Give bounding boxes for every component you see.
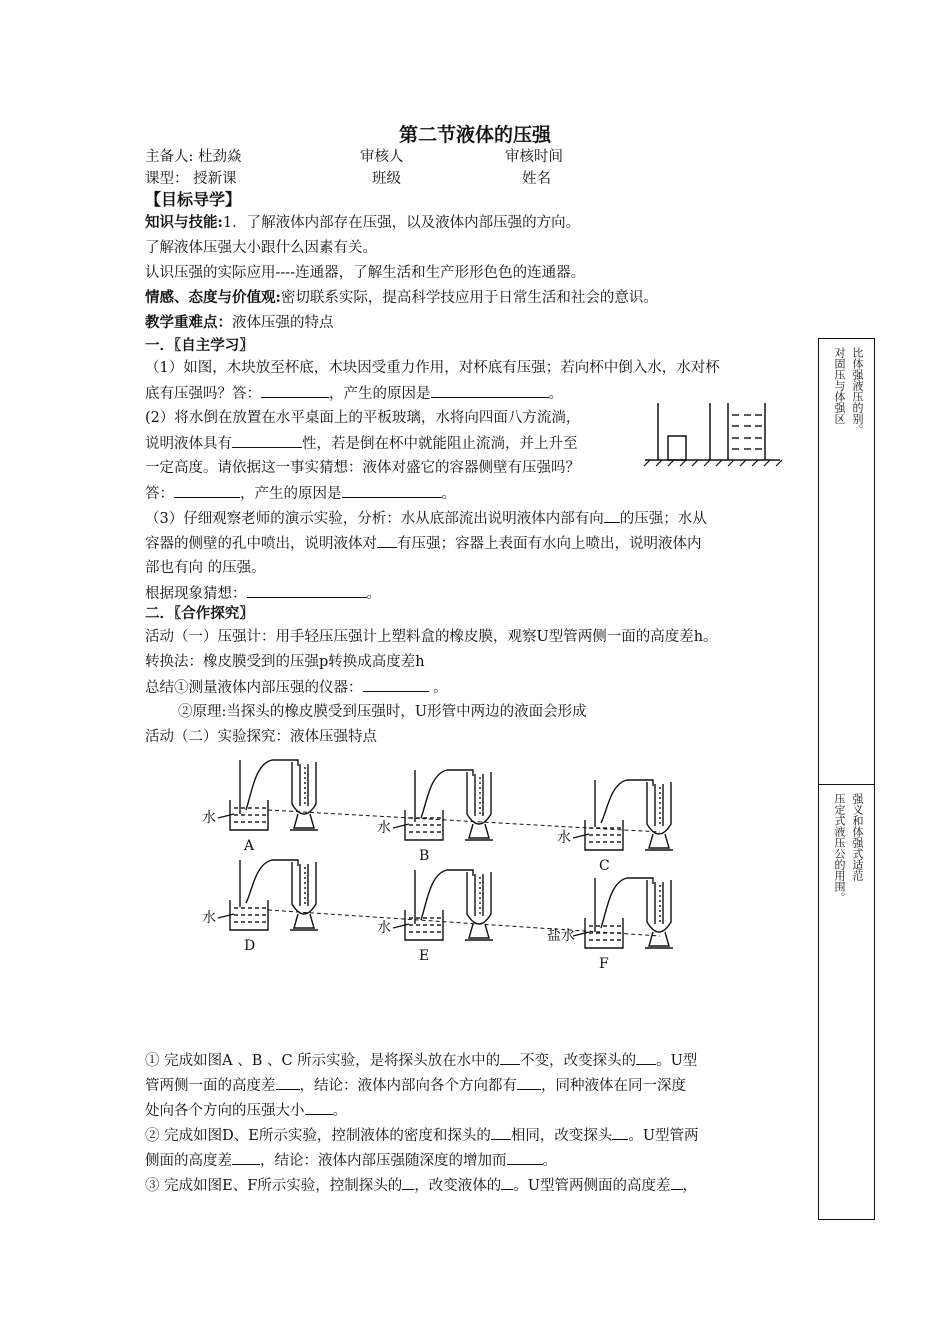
knowledge-label: 知识与技能: (145, 214, 223, 231)
gauge-stand (469, 824, 489, 838)
q2-reason-prompt: ，产生的原因是 (240, 486, 342, 502)
setup-d (202, 860, 318, 954)
c2-text-c: 。U型管两 (628, 1128, 699, 1144)
q3-line-3: 部也有向 的压强。 (145, 560, 266, 576)
setup-c (557, 780, 673, 874)
conclusion-1-line-2 (145, 1075, 686, 1096)
answer-blank[interactable] (507, 1150, 543, 1165)
q1-prompt: 底有压强吗？答： (145, 386, 261, 402)
answer-blank[interactable] (501, 1175, 513, 1190)
c1-text-c: 。U型 (656, 1053, 698, 1069)
answer-blank[interactable] (431, 383, 549, 398)
sidebar-note-1 (818, 338, 875, 786)
water-label: 水 (202, 910, 216, 926)
gauge-stand (294, 914, 314, 928)
sidebar-note-1-col-2: 对固压与体强区 (833, 347, 846, 424)
summary-1-text: 总结①测量液体内部压强的仪器： (145, 680, 363, 696)
c2-text-e: ，结论：液体内部压强随深度的增加而 (260, 1153, 507, 1169)
guess-prompt: 根据现象猜想： (145, 586, 247, 602)
setup-label-f: F (599, 956, 609, 972)
setup-e (377, 870, 493, 964)
c3-text-b: ，改变液体的 (414, 1178, 502, 1194)
answer-blank[interactable] (517, 1075, 541, 1090)
attitude-text: 密切联系实际，提高科学技应用于日常生活和社会的意识。 (280, 290, 658, 306)
level-line-bottom (268, 910, 660, 936)
water-label: 水 (557, 830, 571, 846)
setup-label-d: D (244, 938, 256, 954)
q1-line-2 (145, 383, 563, 404)
conclusion-2-line-2 (145, 1150, 557, 1171)
c3-text-a: ③ 完成如图E、F所示实验，控制探头的 (145, 1178, 403, 1194)
summary-1-end: 。 (428, 680, 448, 696)
c2-text-d: 侧面的高度差 (145, 1153, 232, 1169)
q2-prompt: 说明液体具有 (145, 436, 232, 452)
answer-blank[interactable] (232, 1150, 260, 1165)
q2-line-3: 一定高度。请依据这一事实猜想：液体对盛它的容器侧壁有压强吗？ (145, 460, 580, 476)
answer-blank[interactable] (261, 383, 329, 398)
c2-text-b: 相同，改变探头 (510, 1128, 613, 1144)
conclusion-2-line-1 (145, 1125, 699, 1146)
q1-line-1: （1）如图，木块放至杯底，木块因受重力作用，对杯底有压强；若向杯中倒入水，水对杯 (145, 360, 720, 376)
setup-f (547, 878, 673, 972)
rubber-tube (601, 780, 653, 823)
sidebar-note-1-col-1: 比体强液压的别。 (851, 347, 864, 435)
c1-text-f: ，同种液体在同一深度 (541, 1078, 686, 1094)
rubber-tube (601, 878, 653, 928)
goal-line-2: 了解液体压强大小跟什么因素有关。 (145, 240, 377, 256)
c3-text-d: ， (682, 1178, 697, 1194)
setup-a (202, 760, 318, 854)
answer-blank[interactable] (232, 433, 302, 448)
q1-reason-prompt: ，产生的原因是 (329, 386, 431, 402)
wood-block (668, 436, 686, 460)
answer-blank[interactable] (604, 508, 620, 523)
attitude-label: 情感、态度与价值观: (145, 289, 281, 306)
answer-blank[interactable] (305, 1100, 333, 1115)
q3-text-b: 的压强；水从 (619, 511, 707, 527)
answer-blank[interactable] (636, 1050, 656, 1065)
gauge-stand (469, 924, 489, 938)
sidebar-note-2 (818, 784, 875, 1220)
reviewer-label: 审核人 (360, 149, 404, 165)
answer-blank[interactable] (612, 1125, 628, 1140)
answer-blank[interactable] (363, 677, 429, 692)
answer-blank[interactable] (500, 1050, 520, 1065)
rubber-tube (421, 770, 473, 818)
conclusion-1-line-1 (145, 1050, 697, 1071)
c1-text-e: ，结论：液体内部向各个方向都有 (299, 1078, 517, 1094)
page-title: 第二节液体的压强 (398, 124, 551, 146)
answer-blank[interactable] (671, 1175, 683, 1190)
water-label: 水 (377, 920, 391, 936)
setup-label-e: E (419, 948, 430, 964)
conclusion-3-line-1 (145, 1175, 697, 1196)
setup-label-c: C (599, 858, 610, 874)
q2-answer-prompt: 答： (145, 486, 174, 502)
answer-blank[interactable] (276, 1075, 300, 1090)
activity-1: 活动（一）压强计：用手轻压压强计上塑料盒的橡皮膜，观察U型管两侧一面的高度差h。 (145, 629, 718, 645)
answer-blank[interactable] (174, 483, 240, 498)
q3-line-1 (145, 508, 707, 529)
answer-blank[interactable] (491, 1125, 511, 1140)
answer-blank[interactable] (377, 533, 397, 548)
water-label: 水 (202, 810, 216, 826)
attitude-goal (145, 288, 658, 308)
class-label: 班级 (372, 171, 401, 187)
q2-text: 性，若是倒在杯中就能阻止流淌，并上升至 (302, 436, 578, 452)
guess-line (145, 583, 381, 604)
c1-text-h: 。 (332, 1103, 347, 1119)
conclusion-1-line-3 (145, 1100, 347, 1121)
table-hatching (644, 460, 782, 466)
review-time-label: 审核时间 (505, 149, 563, 165)
knowledge-goal (145, 213, 580, 233)
preparer-label: 主备人: 杜劲焱 (145, 149, 242, 165)
gauge-stand (294, 814, 314, 828)
c1-text-a: ① 完成如图A 、B 、C 所示实验，是将探头放在水中的 (145, 1053, 501, 1069)
q1-end: 。 (548, 386, 563, 402)
knowledge-text: 1．了解液体内部存在压强，以及液体内部压强的方向。 (222, 215, 581, 231)
cup-figure (640, 398, 785, 468)
name-label: 姓名 (522, 171, 551, 187)
c1-text-d: 管两侧一面的高度差 (145, 1078, 276, 1094)
c3-text-c: 。U型管两侧面的高度差 (513, 1178, 671, 1194)
q2-line-1: (2）将水倒在放置在水平桌面上的平板玻璃，水将向四面八方流淌， (145, 410, 581, 426)
water-dashes (732, 415, 762, 449)
keypoint-label: 教学重难点： (145, 314, 232, 331)
q2-line-4 (145, 483, 456, 504)
water-label: 水 (377, 820, 391, 836)
setup-label-b: B (419, 848, 430, 864)
c2-text-a: ② 完成如图D、E所示实验，控制液体的密度和探头的 (145, 1128, 491, 1144)
keypoint-text: 液体压强的特点 (232, 315, 334, 331)
q3-text-d: 有压强；容器上表面有水向上喷出，说明液体内 (397, 536, 702, 552)
gauge-stand (649, 932, 669, 946)
summary-1 (145, 677, 448, 698)
summary-2: ②原理:当探头的橡皮膜受到压强时，U形管中两边的液面会形成 (178, 704, 587, 720)
q2-end: 。 (441, 486, 456, 502)
c1-text-g: 处向各个方向的压强大小 (145, 1103, 305, 1119)
goal-line-3: 认识压强的实际应用----连通器，了解生活和生产形形色色的连通器。 (145, 265, 586, 281)
q3-text-c: 容器的侧壁的孔中喷出，说明液体对 (145, 536, 377, 552)
answer-blank[interactable] (402, 1175, 414, 1190)
goals-heading: 【目标导学】 (145, 190, 242, 209)
sidebar-note-2-col-1: 强义和体强式适范 (851, 793, 864, 881)
activity-2: 活动（二）实验探究：液体压强特点 (145, 729, 377, 745)
setup-label-a: A (244, 838, 255, 854)
answer-blank[interactable] (342, 483, 442, 498)
gauge-stand (649, 834, 669, 848)
q3-text-a: （3）仔细观察老师的演示实验，分析：水从底部流出说明液体内部有向 (145, 511, 604, 527)
keypoint (145, 313, 334, 333)
rubber-tube (421, 870, 473, 920)
sidebar-note-2-col-2: 压定式液压公的用围。 (833, 793, 846, 903)
lesson-type-label: 课型： 授新课 (145, 171, 237, 187)
pressure-experiment-figure (190, 752, 700, 972)
q2-line-2 (145, 433, 578, 454)
guess-end: 。 (366, 586, 381, 602)
self-study-heading: 一．〖自主学习〗 (145, 337, 254, 354)
rubber-tube (246, 860, 298, 903)
rubber-tube (246, 760, 298, 810)
answer-blank[interactable] (247, 583, 367, 598)
q3-line-2 (145, 533, 702, 554)
c1-text-b: 不变，改变探头的 (520, 1053, 637, 1069)
header-row-1 (145, 147, 242, 167)
coop-heading: 二．〖合作探究〗 (145, 605, 254, 622)
c2-text-f: 。 (542, 1153, 557, 1169)
salt-water-label: 盐水 (547, 928, 575, 944)
convert-method: 转换法：橡皮膜受到的压强p转换成高度差h (145, 654, 425, 670)
